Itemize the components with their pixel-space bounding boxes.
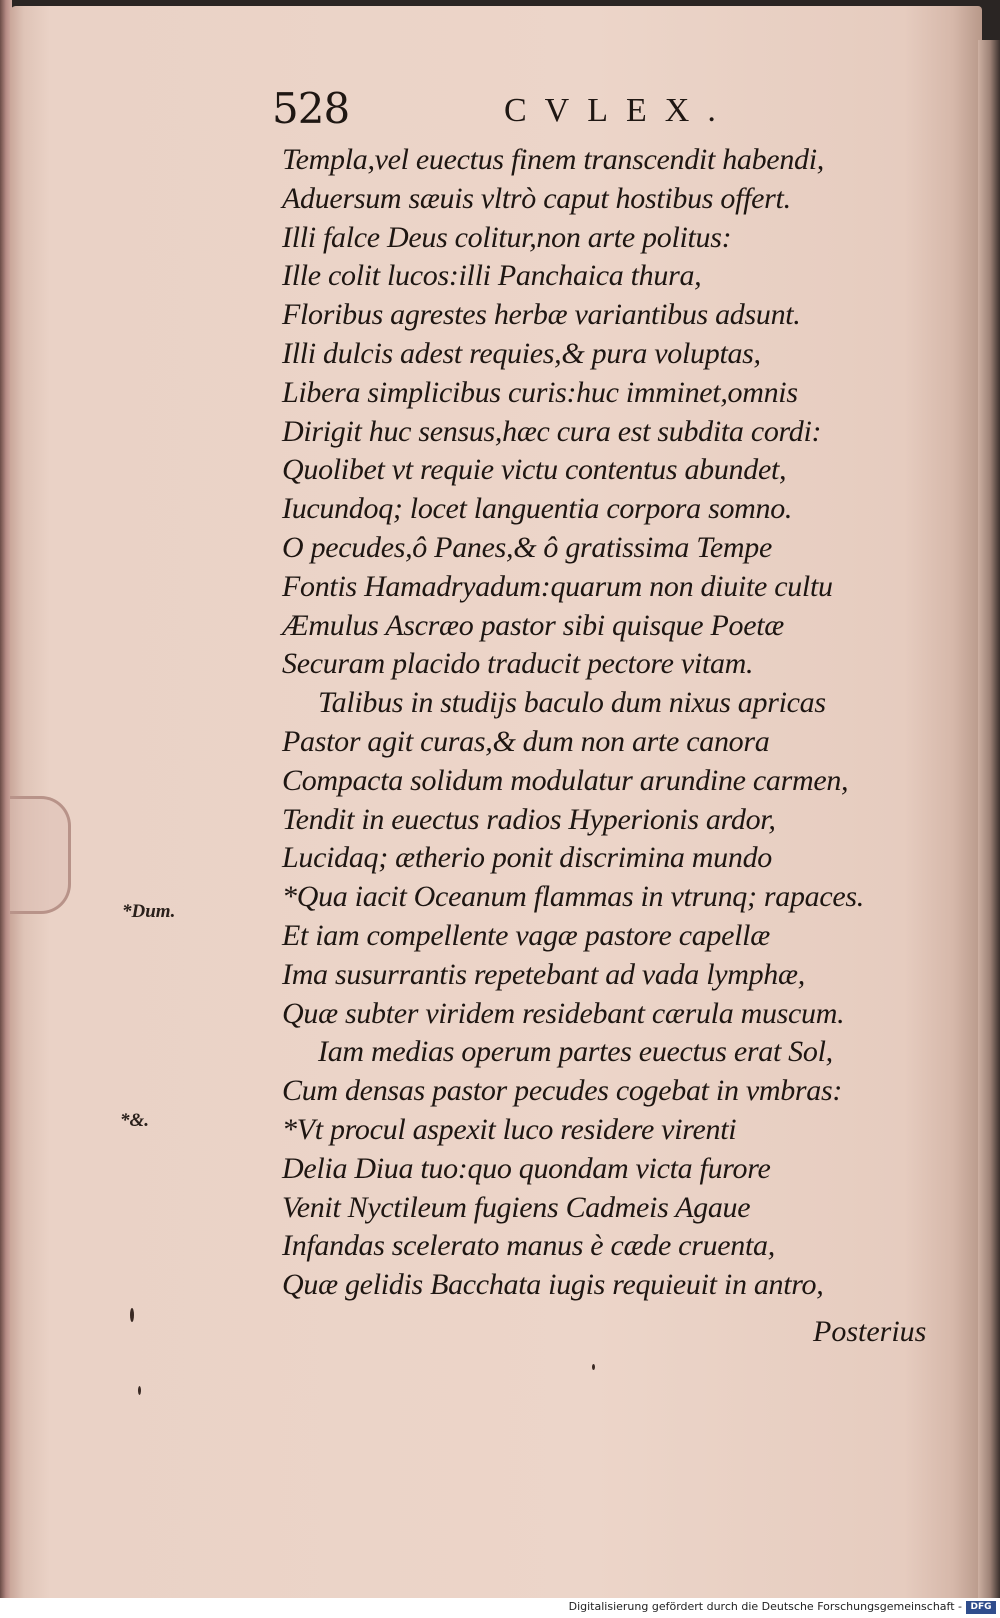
dfg-logo: DFG — [966, 1601, 996, 1614]
marginal-note: *&. — [120, 1110, 150, 1131]
verse-line: *Qua iacit Oceanum flammas in vtrunq; rapaces. — [282, 880, 864, 914]
verse-text-block — [282, 141, 922, 1305]
verse-line: Pastor agit curas,& dum non arte canora — [282, 724, 770, 758]
verse-line: Delia Diua tuo:quo quondam victa furore — [282, 1151, 771, 1185]
page-number: 528 — [272, 84, 350, 133]
verse-line: Templa,vel euectus finem transcendit habendi, — [282, 143, 824, 176]
verse-line: Talibus in studijs baculo dum nixus apricas — [318, 686, 826, 720]
marginal-note: *Dum. — [122, 901, 176, 922]
verse-line: Lucidaq; ætherio ponit discrimina mundo — [282, 841, 772, 875]
verse-line: Iam medias operum partes euectus erat Sol, — [318, 1035, 833, 1069]
verse-line: Aduersum sæuis vltrò caput hostibus offert. — [282, 181, 791, 215]
verse-line: Floribus agrestes herbæ variantibus adsunt. — [282, 298, 801, 332]
book-clasp — [10, 796, 71, 914]
book-right-edge — [978, 40, 1000, 1598]
ink-speck — [130, 1308, 134, 1322]
verse-line: Illi dulcis adest requies,& pura voluptas, — [282, 336, 761, 370]
funding-credit: Digitalisierung gefördert durch die Deutsche Forschungsgemeinschaft - — [568, 1600, 962, 1613]
verse-line: Cum densas pastor pecudes cogebat in vmbras: — [282, 1074, 843, 1108]
verse-line: Venit Nyctileum fugiens Cadmeis Agaue — [282, 1190, 751, 1224]
verse-line: Ima susurrantis repetebant ad vada lymphæ, — [282, 957, 805, 991]
verse-line: Infandas scelerato manus è cæde cruenta, — [282, 1229, 775, 1263]
verse-line: Ille colit lucos:illi Panchaica thura, — [282, 259, 702, 293]
verse-line: Dirigit huc sensus,hæc cura est subdita cordi: — [282, 414, 822, 448]
book-page — [10, 6, 982, 1598]
verse-line: Et iam compellente vagæ pastore capellæ — [282, 918, 770, 952]
catchword: Posterius — [813, 1315, 927, 1348]
verse-line: *Vt procul aspexit luco residere virenti — [282, 1112, 737, 1146]
page-header — [272, 84, 732, 136]
verse-line: Illi falce Deus colitur,non arte politus: — [282, 220, 732, 254]
verse-line: Compacta solidum modulatur arundine carmen, — [282, 763, 849, 797]
verse-line: Quolibet vt requie victu contentus abundet, — [282, 453, 787, 487]
verse-line: Fontis Hamadryadum:quarum non diuite cultu — [282, 569, 833, 603]
verse-line: Securam placido traducit pectore vitam. — [282, 647, 754, 681]
ink-speck — [592, 1364, 595, 1370]
verse-line: Tendit in euectus radios Hyperionis ardor, — [282, 802, 776, 836]
digitization-footer — [0, 1598, 1000, 1618]
running-title: CVLEX. — [504, 92, 734, 129]
verse-line: Quæ gelidis Bacchata iugis requieuit in antro, — [282, 1268, 824, 1302]
verse-line: Quæ subter viridem residebant cærula muscum. — [282, 996, 845, 1030]
ink-speck — [138, 1386, 141, 1395]
verse-line: Æmulus Ascræo pastor sibi quisque Poetæ — [282, 608, 784, 642]
verse-line: Iucundoq; locet languentia corpora somno. — [282, 492, 793, 526]
verse-line: Libera simplicibus curis:huc imminet,omnis — [282, 375, 798, 409]
verse-line: O pecudes,ô Panes,& ô gratissima Tempe — [282, 530, 772, 564]
